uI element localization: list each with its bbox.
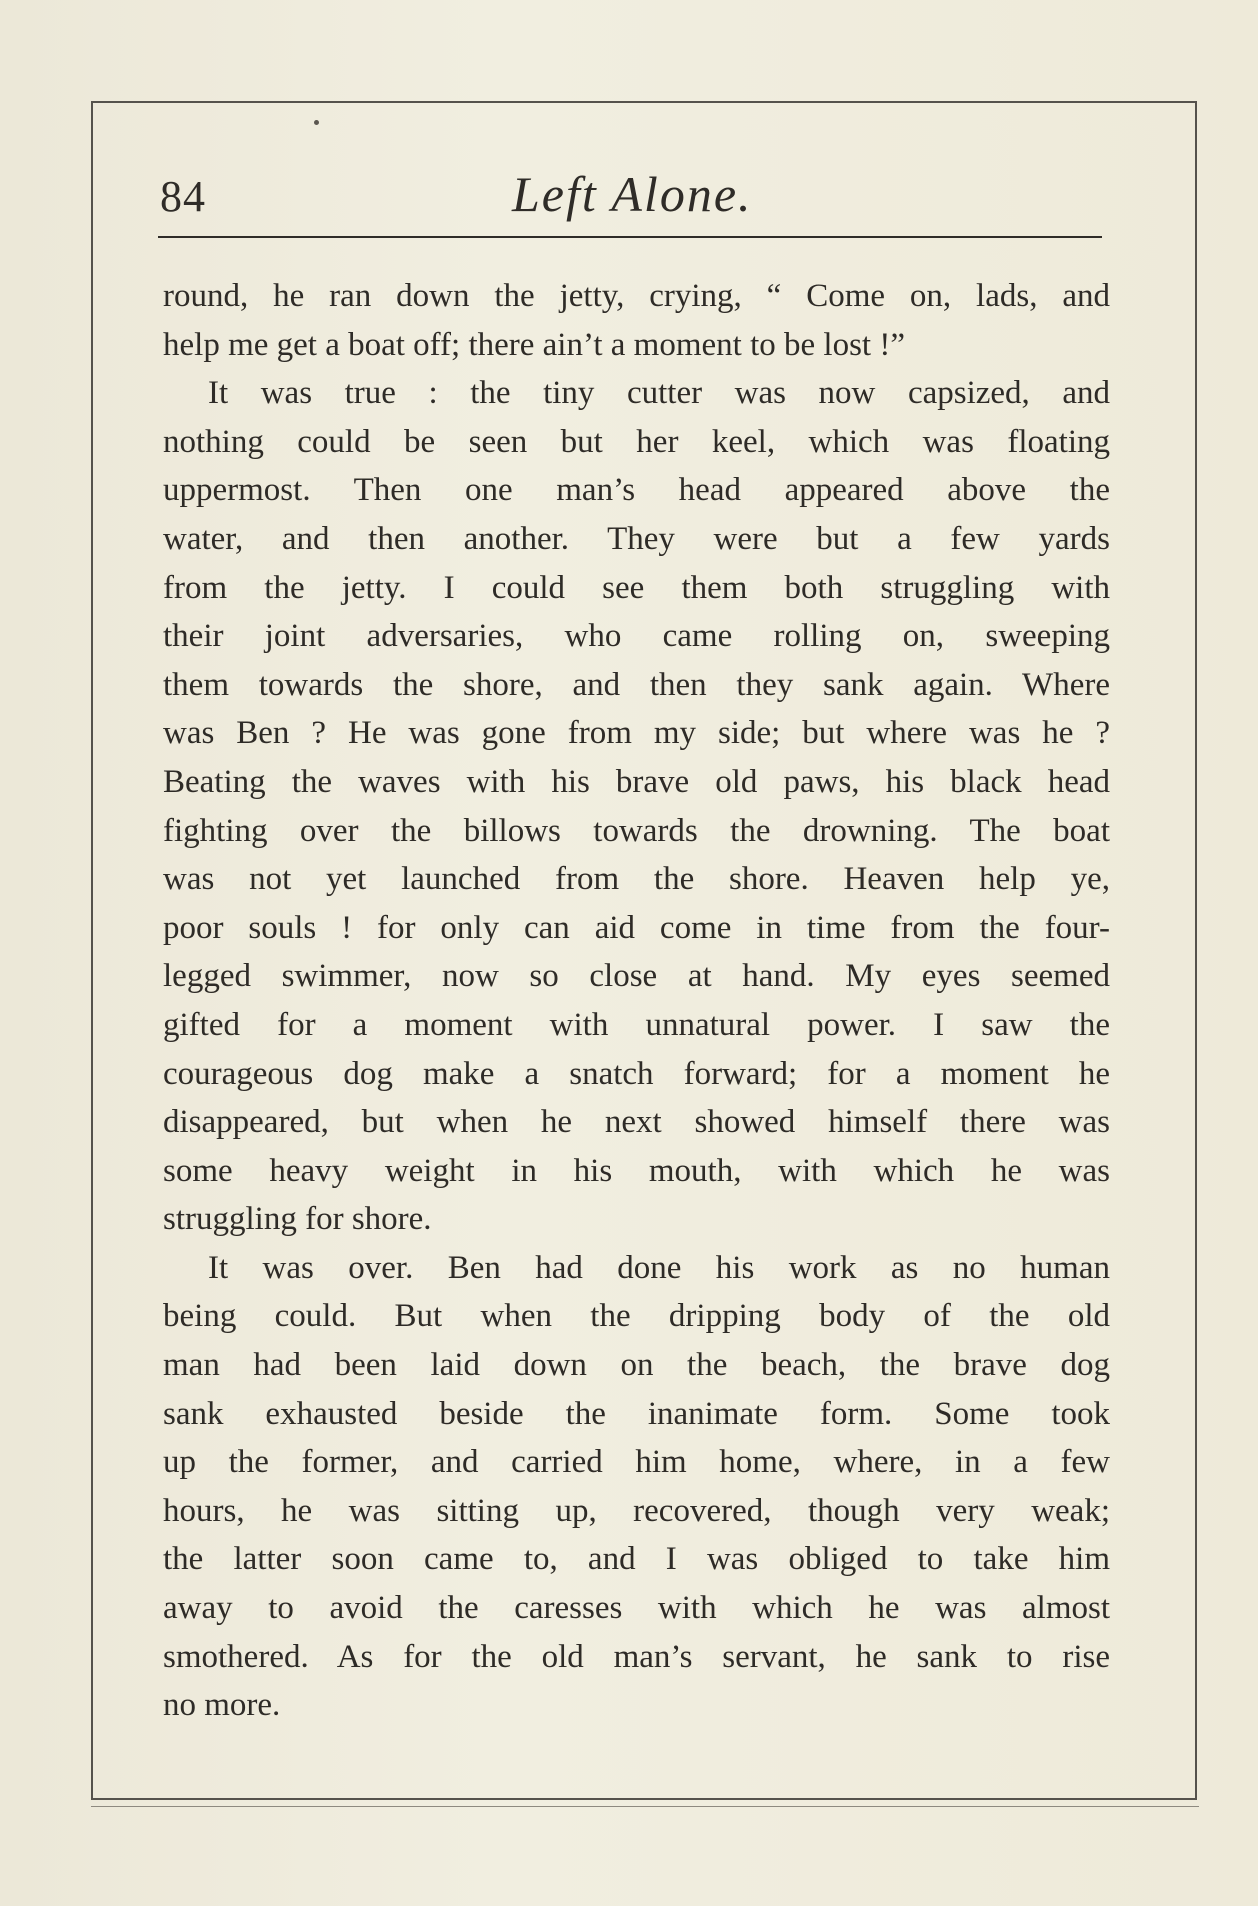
running-head: Left Alone.	[512, 166, 753, 222]
text-line: smothered. As for the old man’s servant, he sank to rise	[163, 1638, 1110, 1675]
text-line: their joint adversaries, who came rolling on, sweeping	[163, 618, 1110, 655]
text-line: water, and then another. They were but a few yards	[163, 520, 1110, 557]
text-line: legged swimmer, now so close at hand. My eyes seemed	[163, 958, 1110, 995]
text-line: hours, he was sitting up, recovered, though very weak;	[163, 1492, 1110, 1529]
text-line: was not yet launched from the shore. Heaven help ye,	[163, 861, 1110, 898]
text-line: up the former, and carried him home, where, in a few	[163, 1444, 1110, 1481]
text-line: Beating the waves with his brave old paws, his black head	[163, 763, 1110, 800]
ink-speck	[314, 120, 319, 125]
text-line: courageous dog make a snatch forward; for a moment he	[163, 1055, 1110, 1092]
text-line: the latter soon came to, and I was obliged to take him	[163, 1541, 1110, 1578]
page-number: 84	[160, 172, 206, 221]
text-line: from the jetty. I could see them both struggling with	[163, 569, 1110, 606]
text-line: them towards the shore, and then they sank again. Where	[163, 666, 1110, 703]
text-line: help me get a boat off; there ain’t a moment to be lost !”	[163, 326, 905, 363]
text-line: round, he ran down the jetty, crying, “ Come on, lads, and	[163, 278, 1110, 314]
text-line: struggling for shore.	[163, 1201, 432, 1238]
text-line: gifted for a moment with unnatural power. I saw the	[163, 1006, 1110, 1043]
text-line: no more.	[163, 1687, 281, 1724]
text-line: some heavy weight in his mouth, with which he was	[163, 1152, 1110, 1189]
text-line: nothing could be seen but her keel, which was floating	[163, 423, 1110, 460]
text-line: uppermost. Then one man’s head appeared above the	[163, 472, 1110, 509]
header-rule	[158, 236, 1102, 238]
text-line: man had been laid down on the beach, the brave dog	[163, 1347, 1110, 1384]
frame-bottom-rule	[91, 1806, 1199, 1807]
body-text	[163, 272, 1110, 1730]
text-line: sank exhausted beside the inanimate form. Some took	[163, 1395, 1110, 1432]
text-line: disappeared, but when he next showed himself there was	[163, 1104, 1110, 1141]
text-line: It was true : the tiny cutter was now capsized, and	[208, 375, 1110, 412]
text-line: was Ben ? He was gone from my side; but where was he ?	[163, 715, 1110, 752]
text-line: away to avoid the caresses with which he was almost	[163, 1590, 1110, 1627]
text-line: poor souls ! for only can aid come in time from the four-	[163, 909, 1110, 946]
text-line: being could. But when the dripping body of the old	[163, 1298, 1110, 1335]
text-line: fighting over the billows towards the drowning. The boat	[163, 812, 1110, 849]
text-line: It was over. Ben had done his work as no human	[208, 1249, 1110, 1286]
